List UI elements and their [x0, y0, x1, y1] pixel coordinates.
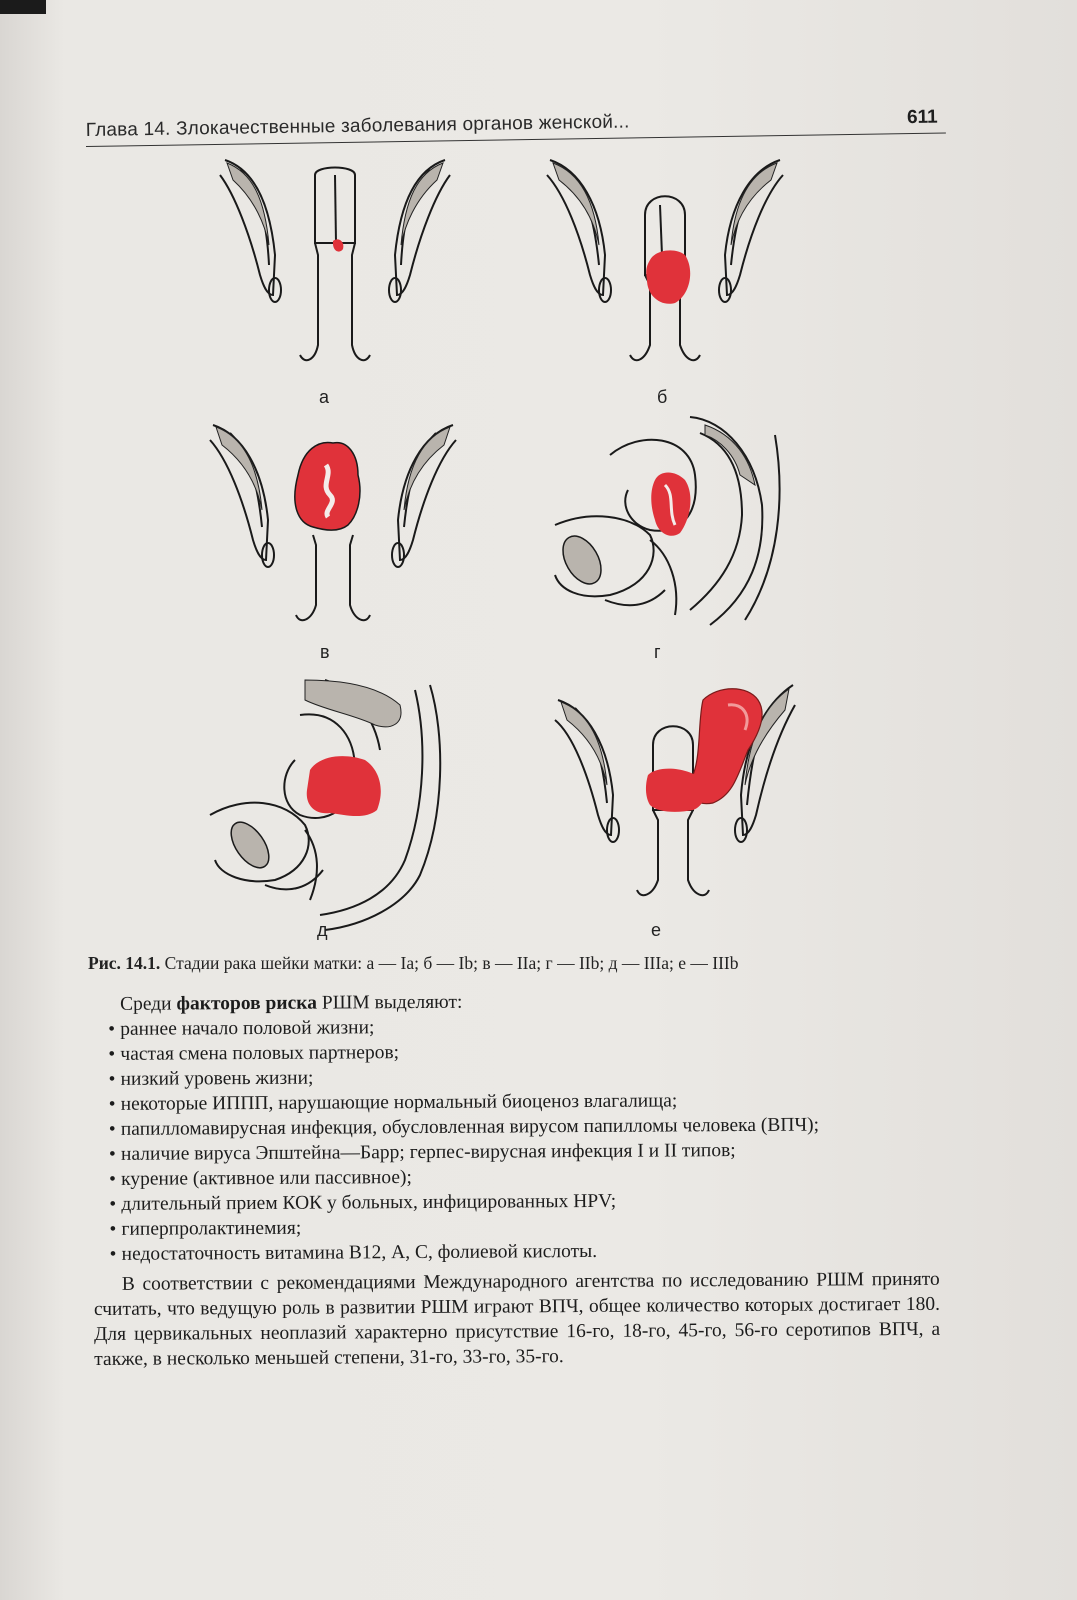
running-title: Глава 14. Злокачественные заболевания органов женской... [85, 111, 630, 142]
list-item-text: наличие вируса Эпштейна—Барр; герпес-вирусная инфекция I и II типов; [120, 1140, 736, 1165]
scan-corner-mark [0, 0, 46, 14]
bullet-icon: • [109, 1218, 117, 1240]
cervix-stage-iiib-icon [553, 675, 798, 947]
list-item-text: курение (активное или пассивное); [121, 1167, 412, 1190]
body-paragraph: В соответствии с рекомендациями Международного агентства по исследованию РШМ принято считать, что ведущую роль в развитии РШМ играют ВПЧ, общее количество которых достигает 180. Для цервикальных неоплазий характерно присутствие 16-го, 18-го, 45-го, 56-го серотипов ВПЧ, а также, в несколько меньшей степени, 31-го, 33-го, 35-го. [93, 1268, 941, 1370]
cervix-stage-iiia-icon [205, 675, 460, 947]
list-item-text: раннее начало половой жизни; [120, 1017, 375, 1040]
list-item-text: частая смена половых партнеров; [120, 1042, 400, 1065]
bullet-icon: • [108, 1043, 116, 1065]
figure-caption [88, 953, 958, 974]
intro-post: РШМ выделяют: [316, 991, 463, 1014]
figure-panel-e [553, 675, 798, 947]
cervix-stage-iib-icon [550, 415, 800, 667]
bullet-icon: • [108, 1118, 116, 1140]
bullet-icon: • [108, 1093, 116, 1115]
cervix-stage-iia-icon [208, 415, 458, 667]
list-item [109, 1237, 964, 1267]
figure-panel-v [208, 415, 458, 667]
panel-label-a: а [319, 387, 330, 407]
page-header [85, 98, 945, 147]
panel-label-v: в [320, 642, 330, 662]
intro-pre: Среди [120, 993, 177, 1015]
bullet-icon: • [109, 1243, 117, 1265]
list-item-text: папилломавирусная инфекция, обусловленная вирусом папилломы человека (ВПЧ); [120, 1114, 820, 1140]
panel-label-b: б [657, 387, 668, 407]
panel-label-g: г [654, 642, 661, 662]
cervix-stage-ib-icon [545, 155, 785, 415]
caption-text: Стадии рака шейки матки: а — Ia; б — Ib; в — IIa; г — IIb; д — IIIa; е — IIIb [160, 953, 739, 973]
list-item-text: гиперпролактинемия; [121, 1217, 302, 1240]
bullet-icon: • [109, 1193, 117, 1215]
bullet-icon: • [108, 1068, 116, 1090]
bullet-icon: • [108, 1018, 116, 1040]
figure-panel-d [205, 675, 460, 947]
body-text [92, 987, 964, 1372]
list-item-text: низкий уровень жизни; [120, 1067, 314, 1090]
figure-panel-b [545, 155, 785, 415]
intro-bold: факторов риска [176, 992, 318, 1015]
bullet-icon: • [109, 1168, 117, 1190]
list-item-text: длительный прием КОК у больных, инфицированных HPV; [121, 1190, 617, 1215]
risk-factor-list [92, 1012, 964, 1267]
list-item-text: недостаточность витамина В12, А, С, фолиевой кислоты. [121, 1240, 598, 1265]
panel-label-e: е [651, 920, 662, 940]
list-item-text: некоторые ИППП, нарушающие нормальный биоценоз влагалища; [120, 1090, 678, 1115]
panel-label-d: д [317, 920, 328, 940]
caption-prefix: Рис. 14.1. [88, 953, 161, 973]
page-number: 611 [906, 106, 938, 129]
figure-panel-g [550, 415, 800, 667]
bullet-icon: • [108, 1143, 116, 1165]
figure-panel-a [215, 155, 455, 415]
cervix-stage-ia-icon [215, 155, 455, 415]
